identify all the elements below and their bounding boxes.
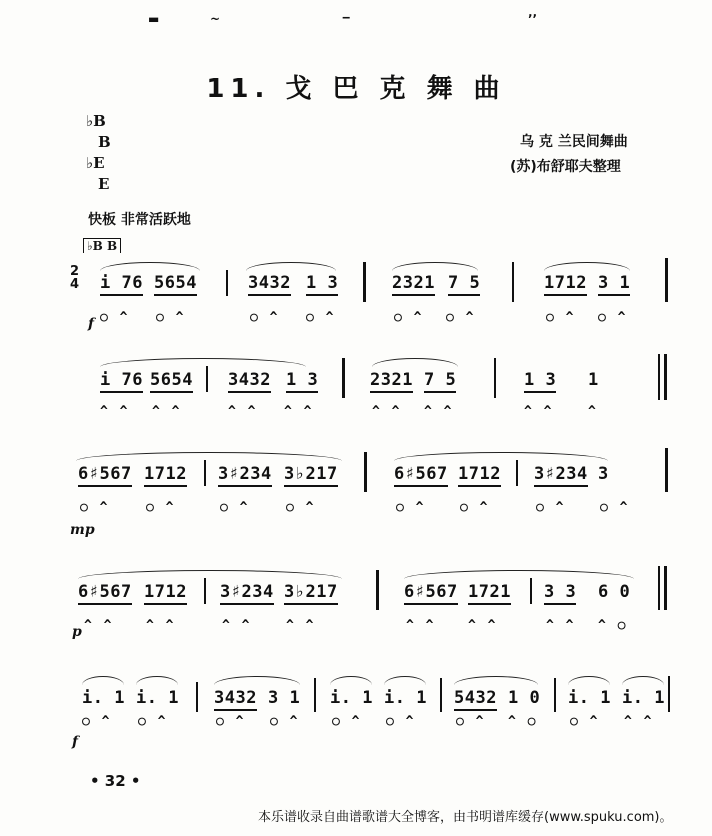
slur	[372, 358, 458, 367]
note-group: 3 1	[598, 273, 630, 296]
articulation: ^ ○	[508, 714, 538, 729]
articulation: ^ ^	[84, 618, 114, 633]
dynamic-marking: mp	[70, 522, 95, 538]
note-group: 3♯234	[220, 582, 274, 605]
note-group: i. 1	[330, 688, 373, 708]
header-mark: ‒	[342, 10, 351, 24]
note-group: 2321	[392, 273, 435, 296]
dynamic-marking: f	[72, 734, 79, 750]
articulation: ○ ^	[220, 500, 250, 515]
note-group: 3432	[214, 688, 257, 711]
note-group: 3432	[248, 273, 291, 296]
articulation: ^ ^	[424, 404, 454, 419]
articulation: ○ ^	[100, 310, 130, 325]
articulation: ^ ^	[100, 404, 130, 419]
note-group: 6 0	[598, 582, 631, 602]
note-group: 5654	[150, 370, 193, 393]
note-group: 6♯567	[78, 464, 132, 487]
dynamic-marking: f	[88, 316, 95, 332]
note-group: 1 3	[306, 273, 338, 296]
slur	[404, 570, 634, 579]
barline	[664, 566, 667, 610]
slur	[568, 676, 610, 685]
articulation: ○ ^	[386, 714, 416, 729]
note-group: 3 3	[544, 582, 576, 605]
note-group: 3♯234	[534, 464, 588, 487]
time-signature	[70, 265, 79, 291]
note-group: i. 1	[136, 688, 179, 708]
articulation: ^ ^	[286, 618, 316, 633]
slur	[82, 676, 124, 685]
note-group: 3 1	[268, 688, 301, 708]
barline	[516, 460, 518, 486]
note-group: 3♭217	[284, 582, 338, 605]
slur	[330, 676, 372, 685]
articulation: ○ ^	[286, 500, 316, 515]
tuning-label: E	[98, 175, 110, 193]
page-title: 11. 戈 巴 克 舞 曲	[206, 74, 506, 104]
articulation: ^ ^	[468, 618, 498, 633]
articulation: ○ ^	[82, 714, 112, 729]
articulation: ○ ^	[598, 310, 628, 325]
articulation: ^ ^	[406, 618, 436, 633]
articulation: ○ ^	[396, 500, 426, 515]
note-group: 1 0	[508, 688, 541, 708]
articulation: ^ ^	[146, 618, 176, 633]
header-mark: ~	[210, 12, 221, 26]
articulation: ○ ^	[600, 500, 630, 515]
articulation: ○ ^	[536, 500, 566, 515]
articulation: ○ ^	[306, 310, 336, 325]
articulation: ○ ^	[394, 310, 424, 325]
slur	[544, 262, 630, 271]
articulation: ^ ^	[222, 618, 252, 633]
time-signature-top: 2	[70, 264, 80, 279]
slur	[100, 358, 306, 367]
note-group: i. 1	[622, 688, 665, 708]
note-group: 1 3	[286, 370, 318, 393]
note-group: 6♯567	[404, 582, 458, 605]
articulation: ^ ^	[624, 714, 654, 729]
articulation: ^ ^	[284, 404, 314, 419]
barline	[314, 678, 316, 712]
articulation: ○ ^	[446, 310, 476, 325]
articulation: ○ ^	[546, 310, 576, 325]
articulation: ○ ^	[250, 310, 280, 325]
header-mark: ʼʼ	[528, 12, 538, 26]
barline	[342, 358, 345, 398]
articulation: ○ ^	[138, 714, 168, 729]
note-group: 3♭217	[284, 464, 338, 487]
barline	[668, 676, 670, 712]
slur	[454, 676, 538, 685]
note-group: i. 1	[384, 688, 427, 708]
articulation: ^ ^	[372, 404, 402, 419]
barline	[204, 460, 206, 486]
slur	[392, 262, 478, 271]
slur	[78, 570, 342, 579]
barline	[440, 678, 442, 712]
credit-arranger: (苏)布舒耶夫整理	[510, 159, 621, 175]
barline	[512, 262, 514, 302]
slur	[622, 676, 664, 685]
time-signature-bottom: 4	[70, 277, 80, 292]
note-group: 1712	[144, 582, 187, 605]
articulation: ○ ^	[80, 500, 110, 515]
barline	[364, 452, 367, 492]
articulation: ^	[588, 404, 598, 419]
slur	[246, 262, 336, 271]
articulation: ○ ^	[156, 310, 186, 325]
barline	[226, 270, 228, 296]
slur	[76, 452, 342, 461]
barline	[494, 358, 496, 398]
barline	[554, 678, 556, 712]
note-group: 1712	[544, 273, 587, 296]
barline	[658, 566, 660, 610]
articulation: ^ ^	[546, 618, 576, 633]
note-group: i. 1	[82, 688, 125, 708]
barline	[530, 578, 532, 604]
barline	[196, 682, 198, 712]
note-group: 1	[588, 370, 599, 390]
page-number: • 32 •	[90, 772, 141, 790]
note-group: 6♯567	[78, 582, 132, 605]
articulation: ○ ^	[456, 714, 486, 729]
tuning-label: ♭E	[86, 154, 105, 172]
barline	[206, 366, 208, 392]
articulation: ^ ^	[524, 404, 554, 419]
slur	[100, 262, 200, 271]
footer-note: 本乐谱收录自曲谱歌谱大全博客，由书明谱库缓存(www.spuku.com)。	[258, 810, 673, 825]
note-group: i 76	[100, 273, 143, 296]
note-group: 1712	[458, 464, 501, 487]
articulation: ○ ^	[570, 714, 600, 729]
articulation: ○ ^	[146, 500, 176, 515]
note-group: 5432	[454, 688, 497, 711]
barline	[363, 262, 366, 302]
note-group: 3432	[228, 370, 271, 393]
note-group: 7 5	[424, 370, 456, 393]
note-group: i. 1	[568, 688, 611, 708]
slur	[214, 676, 300, 685]
credit-origin: 乌 克 兰民间舞曲	[520, 134, 628, 150]
articulation: ○ ^	[270, 714, 300, 729]
articulation: ^ ^	[152, 404, 182, 419]
barline	[665, 258, 668, 302]
tuning-box: ♭B B	[83, 238, 121, 253]
note-group: 6♯567	[394, 464, 448, 487]
note-group: 2321	[370, 370, 413, 393]
note-group: i 76	[100, 370, 143, 393]
articulation: ^ ^	[228, 404, 258, 419]
tuning-label: ♭B	[86, 112, 106, 130]
articulation: ○ ^	[460, 500, 490, 515]
slur	[384, 676, 426, 685]
note-group: 1721	[468, 582, 511, 605]
note-group: 1 3	[524, 370, 556, 393]
tempo-marking: 快板 非常活跃地	[88, 212, 191, 228]
articulation: ^ ○	[598, 618, 628, 633]
note-group: 1712	[144, 464, 187, 487]
barline	[665, 448, 668, 492]
barline	[664, 354, 667, 400]
articulation: ○ ^	[216, 714, 246, 729]
barline	[658, 354, 660, 400]
note-group: 3	[598, 464, 609, 484]
tuning-label: B	[98, 133, 111, 151]
articulation: ○ ^	[332, 714, 362, 729]
note-group: 3♯234	[218, 464, 272, 487]
barline	[376, 570, 379, 610]
slur	[136, 676, 178, 685]
note-group: 5654	[154, 273, 197, 296]
dynamic-marking: p	[72, 624, 82, 640]
header-mark: ▬	[148, 12, 160, 26]
note-group: 7 5	[448, 273, 480, 296]
barline	[204, 578, 206, 604]
slur	[394, 452, 608, 461]
